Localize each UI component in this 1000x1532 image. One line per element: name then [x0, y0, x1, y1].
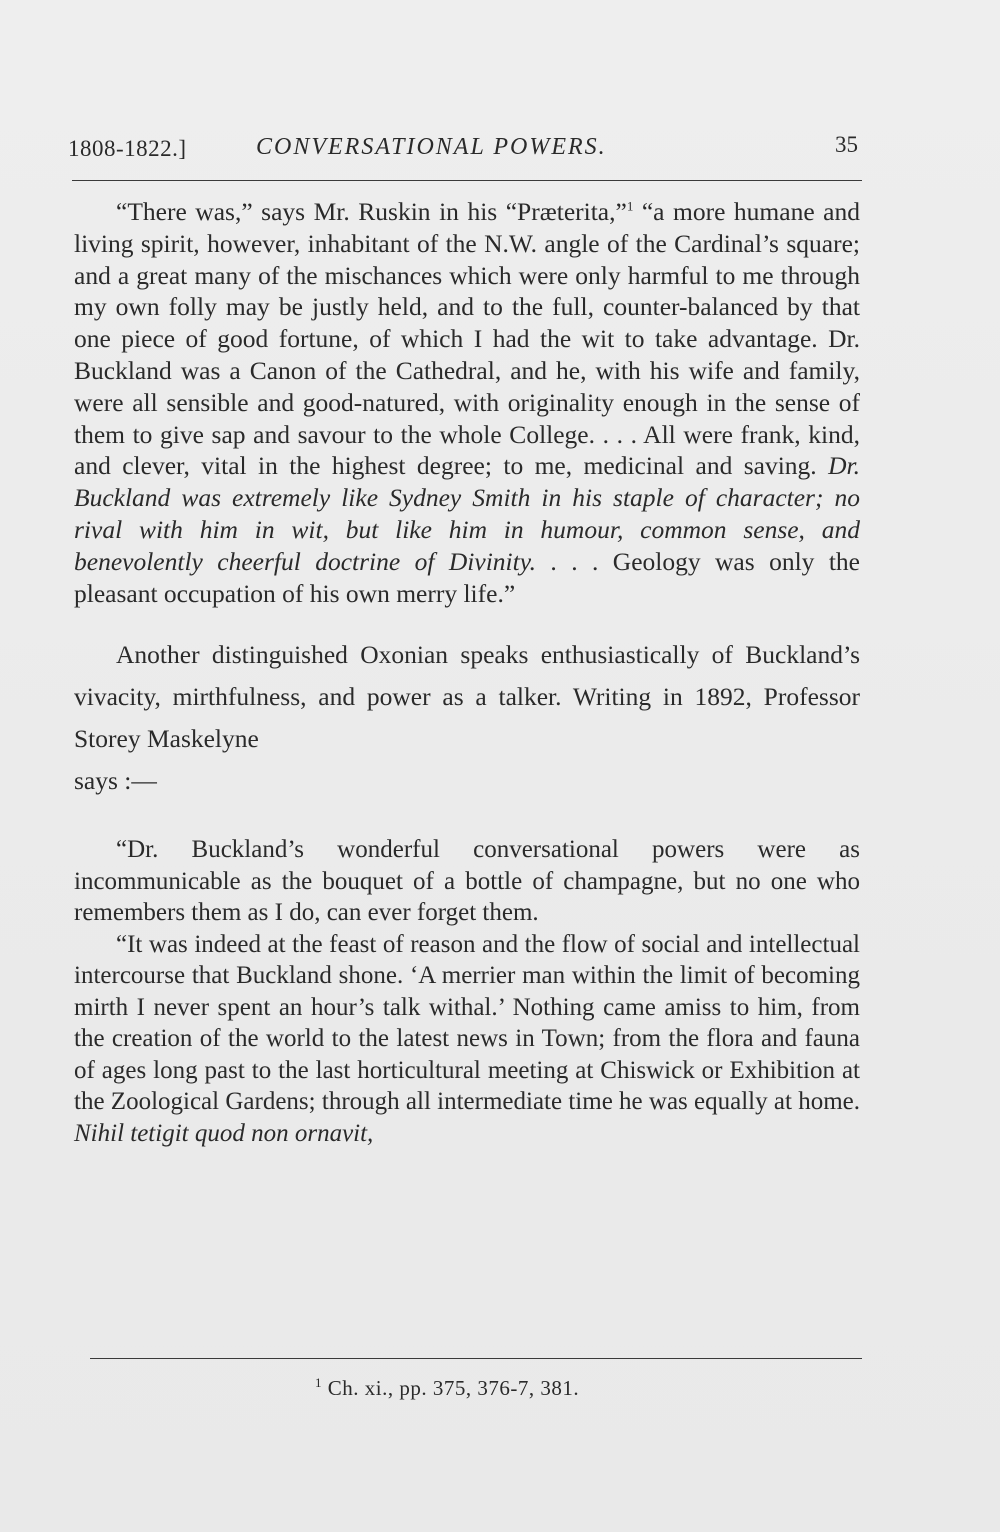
maskelyne-quote-p2-text: “It was indeed at the feast of reason and the flow of social and intellectual intercourse that Buckland shone. ‘A merrier man within the limit of becoming mirth I never spent an hour’s talk withal.’ Nothing came amiss to him, from the creation of the world to the latest news in Town; from the flora and fauna of ages long past to the last horticultural meeting at Chiswick or Exhibition at the Zoological Gardens; through all intermediate time he was equally at home. — [74, 930, 860, 1116]
body-text — [74, 196, 860, 1149]
ruskin-quote-italic: Dr. Buckland was extremely like Sydney Smith in his staple of character; no rival with him in wit, but like him in humour, common sense, and benevolently cheerful doctrine of Divinity. — [74, 451, 860, 576]
footnote-rule — [90, 1358, 862, 1359]
ruskin-quote-part3: . . . Geology was only the pleasant occupation of his own merry life.” — [74, 546, 860, 608]
ruskin-quote-part2: “a more humane and living spirit, however, inhabitant of the N.W. angle of the Cardinal’s square; and a great many of the mischances which were only harmful to me through my own folly may be justly held, and to the full, counter-balanced by that one piece of good fortune, of which I had the wit to take advantage. Dr. Buckland was a Canon of the Cathedral, and he, with his wife and family, were all sensible and good-natured, with originality enough in the sense of them to give sap and savour to the whole College. . . . All were frank, kind, and clever, vital in the highest degree; to me, medicinal and saving. — [74, 197, 860, 481]
header-years: 1808-1822.] — [68, 136, 187, 161]
footnote — [315, 1376, 579, 1401]
header-title: CONVERSATIONAL POWERS. — [256, 134, 607, 160]
running-header — [68, 130, 858, 164]
ruskin-quote — [74, 196, 860, 609]
footnote-marker: 1 — [315, 1375, 322, 1390]
maskelyne-quote-p1: “Dr. Buckland’s wonderful conversational powers were as incommunicable as the bouquet of a bottle of champagne, but no one who remembers them as I do, can ever forget them. — [74, 836, 860, 927]
ruskin-quote-part1: “There was,” says Mr. Ruskin in his “Præterita,” — [116, 197, 627, 226]
footnote-text: Ch. xi., pp. 375, 376-7, 381. — [322, 1376, 580, 1400]
says-line: says :— — [74, 766, 157, 796]
header-rule — [72, 180, 862, 181]
oxonian-paragraph: Another distinguished Oxonian speaks enthusiastically of Buckland’s vivacity, mirthfulness, and power as a talker. Writing in 1892, Professor Storey Maskelyne — [74, 640, 860, 754]
page-number: 35 — [835, 132, 858, 157]
maskelyne-quote-p2-italic: Nihil tetigit quod non ornavit, — [74, 1119, 374, 1147]
footnote-ref: 1 — [626, 198, 634, 214]
maskelyne-quote-p2 — [74, 929, 860, 1150]
